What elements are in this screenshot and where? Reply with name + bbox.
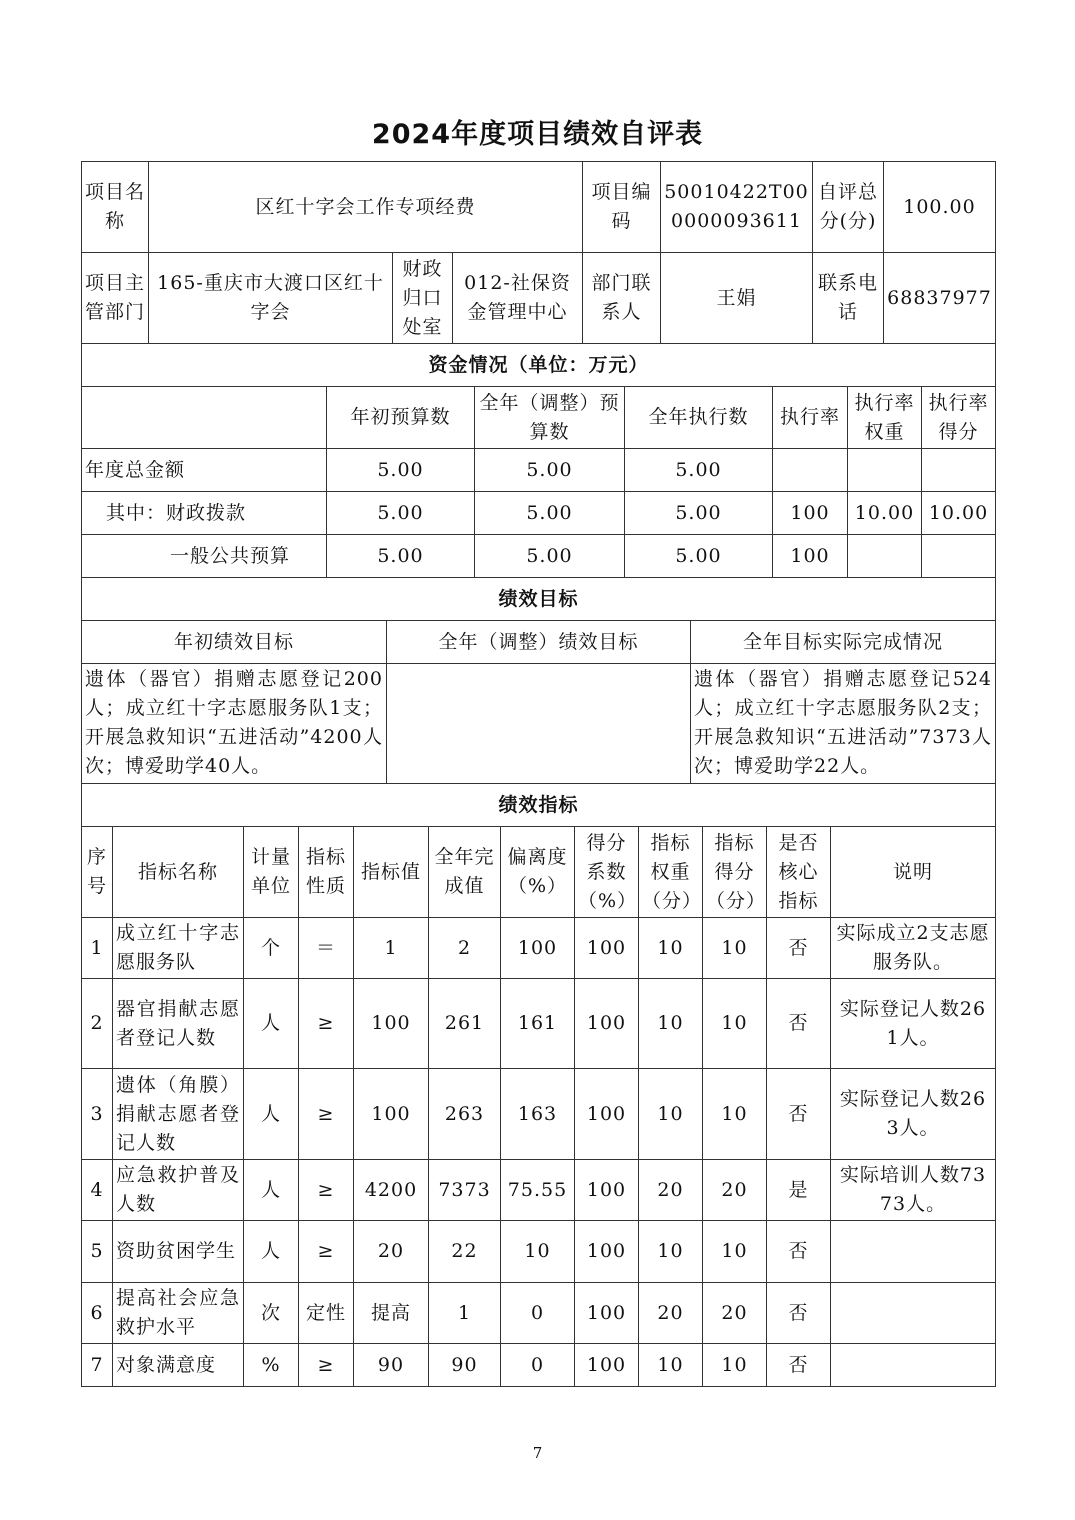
indicator-cell: 163: [501, 1069, 575, 1160]
goals-section-title: 绩效目标: [82, 578, 996, 621]
indicator-cell: 10: [639, 1069, 703, 1160]
funds-cell: 100: [773, 535, 848, 578]
indicator-cell: 提高: [354, 1283, 429, 1344]
indicator-header-cell: 序号: [82, 827, 113, 918]
indicator-cell: 10: [639, 979, 703, 1069]
self-score-label: 自评总分(分): [813, 162, 884, 253]
indicator-cell: 7: [82, 1344, 113, 1387]
indicator-cell: 10: [639, 918, 703, 979]
indicator-cell: %: [244, 1344, 299, 1387]
indicator-cell: 是: [767, 1160, 831, 1221]
finance-office-label: 财政归口处室: [393, 253, 453, 344]
phone: 68837977: [884, 253, 996, 344]
funds-cell: [848, 449, 922, 492]
indicator-cell: 1: [82, 918, 113, 979]
indicator-header-cell: 指标值: [354, 827, 429, 918]
dept-label: 项目主管部门: [82, 253, 149, 344]
indicators-table: [81, 783, 996, 1387]
indicator-cell: 否: [767, 1221, 831, 1283]
indicator-cell: 0: [501, 1344, 575, 1387]
indicator-cell: 10: [703, 1221, 767, 1283]
actual-goal-text: 遗体（器官）捐赠志愿登记524人；成立红十字志愿服务队2支；开展急救知识“五进活动”7373人次；博爱助学22人。: [691, 664, 996, 784]
indicator-cell: 个: [244, 918, 299, 979]
indicator-cell: 人: [244, 1221, 299, 1283]
indicator-cell: 100: [575, 1344, 639, 1387]
indicator-cell: 1: [354, 918, 429, 979]
funds-header-cell: 执行率权重: [848, 387, 922, 449]
funds-cell: [922, 535, 996, 578]
indicator-cell: 2: [429, 918, 501, 979]
indicator-cell: 20: [703, 1160, 767, 1221]
indicator-cell: 20: [354, 1221, 429, 1283]
indicator-cell: ＝: [299, 918, 354, 979]
funds-section-title: 资金情况（单位：万元）: [82, 344, 996, 387]
funds-header-cell: 全年执行数: [625, 387, 773, 449]
funds-cell: 其中：财政拨款: [82, 492, 327, 535]
funds-row: [82, 535, 996, 578]
indicator-cell: 实际登记人数261人。: [831, 979, 996, 1069]
funds-cell: 10.00: [848, 492, 922, 535]
indicator-cell: 4: [82, 1160, 113, 1221]
indicator-cell: 5: [82, 1221, 113, 1283]
adjusted-goal-text: [387, 664, 691, 784]
finance-office: 012-社保资金管理中心: [453, 253, 583, 344]
indicator-cell: 100: [575, 979, 639, 1069]
indicator-cell: 161: [501, 979, 575, 1069]
indicator-cell: 否: [767, 918, 831, 979]
project-code-label: 项目编码: [583, 162, 661, 253]
indicator-header-cell: 指标权重（分）: [639, 827, 703, 918]
indicator-header-cell: 指标得分（分）: [703, 827, 767, 918]
indicator-cell: 对象满意度: [113, 1344, 244, 1387]
indicator-cell: 100: [501, 918, 575, 979]
indicator-header-cell: 指标名称: [113, 827, 244, 918]
indicator-cell: 100: [575, 1283, 639, 1344]
indicator-cell: 器官捐献志愿者登记人数: [113, 979, 244, 1069]
indicator-header-cell: 指标性质: [299, 827, 354, 918]
funds-cell: 5.00: [475, 449, 625, 492]
funds-cell: [848, 535, 922, 578]
page-title: 2024年度项目绩效自评表: [371, 119, 704, 150]
indicator-header-cell: 偏离度（%）: [501, 827, 575, 918]
contact: 王娟: [661, 253, 813, 344]
indicator-cell: [831, 1283, 996, 1344]
project-name-label: 项目名称: [82, 162, 149, 253]
funds-cell: 5.00: [625, 535, 773, 578]
indicator-row: [82, 1160, 996, 1221]
funds-header-cell: [82, 387, 327, 449]
indicator-cell: 100: [354, 1069, 429, 1160]
indicator-cell: 10: [703, 1069, 767, 1160]
goals-header-adjusted: 全年（调整）绩效目标: [387, 621, 691, 664]
funds-row: [82, 492, 996, 535]
funds-cell: 100: [773, 492, 848, 535]
funds-header-cell: 全年（调整）预算数: [475, 387, 625, 449]
indicator-cell: 否: [767, 1344, 831, 1387]
funds-cell: [922, 449, 996, 492]
self-score: 100.00: [884, 162, 996, 253]
funds-cell: 5.00: [327, 492, 475, 535]
indicator-cell: 90: [429, 1344, 501, 1387]
indicator-cell: 100: [575, 1160, 639, 1221]
indicator-cell: 0: [501, 1283, 575, 1344]
indicator-cell: 10: [639, 1221, 703, 1283]
funds-cell: 5.00: [475, 492, 625, 535]
indicator-cell: 10: [501, 1221, 575, 1283]
indicator-header-cell: 是否核心指标: [767, 827, 831, 918]
funds-cell: 10.00: [922, 492, 996, 535]
indicator-row: [82, 918, 996, 979]
indicator-header-cell: 得分系数（%）: [575, 827, 639, 918]
indicator-cell: 否: [767, 979, 831, 1069]
indicator-cell: ≥: [299, 1221, 354, 1283]
indicator-cell: 22: [429, 1221, 501, 1283]
indicator-row: [82, 1283, 996, 1344]
indicators-section-title: 绩效指标: [82, 784, 996, 827]
funds-cell: 一般公共预算: [82, 535, 327, 578]
indicator-cell: [831, 1344, 996, 1387]
dept: 165-重庆市大渡口区红十字会: [149, 253, 393, 344]
indicator-cell: 遗体（角膜）捐献志愿者登记人数: [113, 1069, 244, 1160]
indicator-cell: 7373: [429, 1160, 501, 1221]
indicator-cell: 1: [429, 1283, 501, 1344]
indicator-row: [82, 1344, 996, 1387]
indicator-cell: 定性: [299, 1283, 354, 1344]
indicator-cell: 263: [429, 1069, 501, 1160]
funds-header-cell: 执行率得分: [922, 387, 996, 449]
indicator-cell: 否: [767, 1069, 831, 1160]
project-code: 50010422T000000093611: [661, 162, 813, 253]
project-info-table: [81, 161, 996, 344]
indicator-cell: ≥: [299, 979, 354, 1069]
phone-label: 联系电话: [813, 253, 884, 344]
indicator-cell: 实际成立2支志愿服务队。: [831, 918, 996, 979]
page-number: 7: [532, 1444, 543, 1462]
funds-row: [82, 449, 996, 492]
indicator-cell: ≥: [299, 1069, 354, 1160]
indicator-cell: 261: [429, 979, 501, 1069]
funds-cell: [773, 449, 848, 492]
indicator-cell: 4200: [354, 1160, 429, 1221]
indicator-cell: 人: [244, 1069, 299, 1160]
indicator-cell: 实际培训人数7373人。: [831, 1160, 996, 1221]
contact-label: 部门联系人: [583, 253, 661, 344]
goals-table: [81, 577, 996, 784]
indicator-cell: 100: [575, 1069, 639, 1160]
indicator-cell: 资助贫困学生: [113, 1221, 244, 1283]
indicator-row: [82, 1069, 996, 1160]
indicator-cell: 20: [639, 1283, 703, 1344]
indicator-header-cell: 计量单位: [244, 827, 299, 918]
indicator-cell: [831, 1221, 996, 1283]
indicator-header-cell: 说明: [831, 827, 996, 918]
indicator-cell: ≥: [299, 1344, 354, 1387]
indicator-cell: 100: [354, 979, 429, 1069]
indicator-row: [82, 1221, 996, 1283]
indicator-cell: 人: [244, 1160, 299, 1221]
funds-cell: 5.00: [475, 535, 625, 578]
funds-cell: 5.00: [327, 449, 475, 492]
indicator-row: [82, 979, 996, 1069]
funds-cell: 5.00: [327, 535, 475, 578]
indicator-cell: 否: [767, 1283, 831, 1344]
indicator-cell: 次: [244, 1283, 299, 1344]
indicator-cell: 100: [575, 1221, 639, 1283]
indicator-cell: 10: [703, 1344, 767, 1387]
indicator-cell: 3: [82, 1069, 113, 1160]
indicator-cell: 6: [82, 1283, 113, 1344]
indicator-cell: 2: [82, 979, 113, 1069]
funds-header-cell: 执行率: [773, 387, 848, 449]
indicator-cell: 100: [575, 918, 639, 979]
funds-table: [81, 343, 996, 578]
goals-header-actual: 全年目标实际完成情况: [691, 621, 996, 664]
indicator-cell: 应急救护普及人数: [113, 1160, 244, 1221]
indicator-cell: 20: [639, 1160, 703, 1221]
indicator-cell: 75.55: [501, 1160, 575, 1221]
initial-goal-text: 遗体（器官）捐赠志愿登记200人；成立红十字志愿服务队1支；开展急救知识“五进活动”4200人次；博爱助学40人。: [82, 664, 387, 784]
indicator-cell: 成立红十字志愿服务队: [113, 918, 244, 979]
indicator-cell: 实际登记人数263人。: [831, 1069, 996, 1160]
funds-header-cell: 年初预算数: [327, 387, 475, 449]
goals-header-initial: 年初绩效目标: [82, 621, 387, 664]
funds-cell: 年度总金额: [82, 449, 327, 492]
funds-cell: 5.00: [625, 492, 773, 535]
indicator-cell: 人: [244, 979, 299, 1069]
project-name: 区红十字会工作专项经费: [149, 162, 583, 253]
funds-cell: 5.00: [625, 449, 773, 492]
indicator-cell: 90: [354, 1344, 429, 1387]
indicator-cell: 提高社会应急救护水平: [113, 1283, 244, 1344]
indicator-cell: 20: [703, 1283, 767, 1344]
indicator-cell: ≥: [299, 1160, 354, 1221]
indicator-cell: 10: [703, 918, 767, 979]
indicator-cell: 10: [639, 1344, 703, 1387]
indicator-header-cell: 全年完成值: [429, 827, 501, 918]
indicator-cell: 10: [703, 979, 767, 1069]
